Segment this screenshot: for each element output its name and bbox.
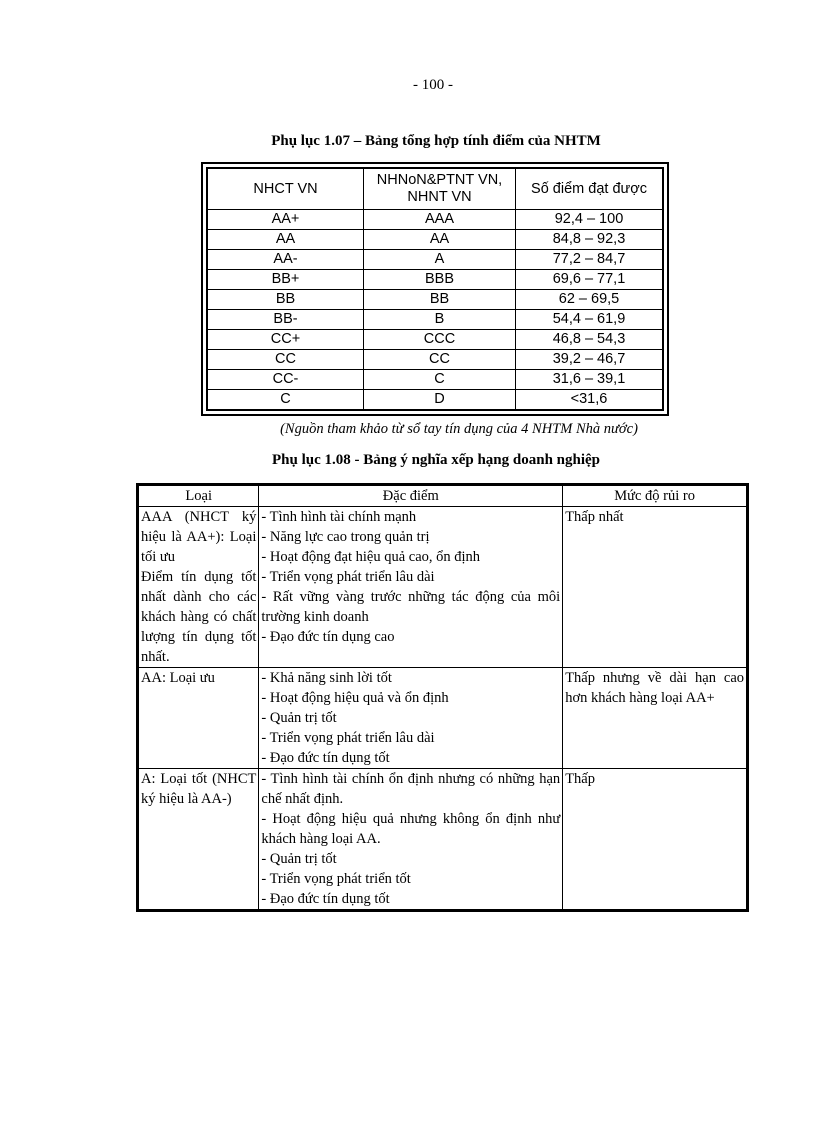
- feature-item: - Hoạt động hiệu quả và ổn định: [261, 690, 449, 706]
- source-note: (Nguồn tham khảo từ sổ tay tín dụng của 4 NHTM Nhà nước): [280, 421, 638, 437]
- table-row: [207, 289, 663, 309]
- rating-nhct: CC+: [207, 329, 364, 349]
- table-row: [207, 269, 663, 289]
- feature-item: - Quản trị tốt: [261, 710, 337, 726]
- rating-features-cell: [259, 507, 563, 668]
- rating-nhct: CC: [207, 349, 364, 369]
- score-range: 46,8 – 54,3: [516, 329, 664, 349]
- feature-item: - Đạo đức tín dụng tốt: [261, 750, 390, 766]
- score-range: 62 – 69,5: [516, 289, 664, 309]
- table-row: [138, 507, 748, 668]
- rating-meaning-table: [136, 483, 749, 912]
- table-row: [207, 349, 663, 369]
- rating-nhno-nhnt: AA: [364, 229, 516, 249]
- table-row: [138, 769, 748, 911]
- rating-nhno-nhnt: CCC: [364, 329, 516, 349]
- rating-type-text: Điểm tín dụng tốt nhất dành cho các khách hàng có chất lượng tín dụng tốt nhất.: [141, 569, 257, 665]
- page-number: - 100 -: [413, 77, 453, 93]
- feature-item: - Tình hình tài chính mạnh: [261, 509, 417, 525]
- header-features: Đặc điểm: [259, 485, 563, 507]
- table-header-row: [207, 168, 663, 210]
- rating-nhct: BB+: [207, 269, 364, 289]
- header-score: Số điểm đạt được: [516, 168, 664, 210]
- table-header-row: [138, 485, 748, 507]
- rating-type-cell: [138, 668, 259, 769]
- rating-nhct: AA-: [207, 249, 364, 269]
- rating-nhno-nhnt: BBB: [364, 269, 516, 289]
- rating-type-text: A: Loại tốt (NHCT ký hiệu là AA-): [141, 771, 257, 807]
- score-range: 84,8 – 92,3: [516, 229, 664, 249]
- score-range: 31,6 – 39,1: [516, 369, 664, 389]
- table1-title: Phụ lục 1.07 – Bảng tổng hợp tính điểm của NHTM: [271, 133, 601, 149]
- score-range: 77,2 – 84,7: [516, 249, 664, 269]
- feature-item: - Tình hình tài chính ổn định nhưng có những hạn chế nhất định.: [261, 771, 561, 807]
- feature-item: - Năng lực cao trong quản trị: [261, 529, 430, 545]
- feature-item: - Đạo đức tín dụng cao: [261, 629, 395, 645]
- rating-type-cell: [138, 769, 259, 911]
- risk-level-cell: Thấp: [563, 769, 748, 911]
- rating-nhno-nhnt: D: [364, 389, 516, 410]
- rating-nhno-nhnt: B: [364, 309, 516, 329]
- header-type: Loại: [138, 485, 259, 507]
- rating-nhno-nhnt: C: [364, 369, 516, 389]
- rating-nhno-nhnt: CC: [364, 349, 516, 369]
- rating-type-cell: [138, 507, 259, 668]
- table-row: [207, 329, 663, 349]
- header-nhct: NHCT VN: [207, 168, 364, 210]
- feature-item: - Đạo đức tín dụng tốt: [261, 891, 390, 907]
- feature-item: - Triển vọng phát triển tốt: [261, 871, 411, 887]
- rating-nhno-nhnt: AAA: [364, 210, 516, 230]
- rating-nhct: C: [207, 389, 364, 410]
- feature-item: - Triển vọng phát triển lâu dài: [261, 569, 435, 585]
- risk-level-cell: Thấp nhưng về dài hạn cao hơn khách hàng loại AA+: [563, 668, 748, 769]
- rating-nhct: BB-: [207, 309, 364, 329]
- table-row: [207, 249, 663, 269]
- rating-features-cell: [259, 769, 563, 911]
- rating-type-text: AAA (NHCT ký hiệu là AA+): Loại tối ưu: [141, 509, 257, 565]
- rating-nhno-nhnt: BB: [364, 289, 516, 309]
- score-range: <31,6: [516, 389, 664, 410]
- header-nhno-nhnt: NHNoN&PTNT VN, NHNT VN: [364, 168, 516, 210]
- rating-nhct: BB: [207, 289, 364, 309]
- feature-item: - Rất vững vàng trước những tác động của môi trường kinh doanh: [261, 589, 561, 625]
- score-range: 92,4 – 100: [516, 210, 664, 230]
- table-row: [207, 210, 663, 230]
- table-row: [207, 309, 663, 329]
- feature-item: - Hoạt động hiệu quả nhưng không ổn định như khách hàng loại AA.: [261, 811, 561, 847]
- feature-item: - Hoạt động đạt hiệu quả cao, ổn định: [261, 549, 481, 565]
- table2-title: Phụ lục 1.08 - Bảng ý nghĩa xếp hạng doanh nghiệp: [271, 452, 601, 468]
- feature-item: - Triển vọng phát triển lâu dài: [261, 730, 435, 746]
- score-range: 54,4 – 61,9: [516, 309, 664, 329]
- score-range: 69,6 – 77,1: [516, 269, 664, 289]
- table-row: [207, 229, 663, 249]
- scoring-table: [206, 167, 664, 411]
- score-range: 39,2 – 46,7: [516, 349, 664, 369]
- feature-item: - Quản trị tốt: [261, 851, 337, 867]
- table-row: [207, 389, 663, 410]
- scoring-table-frame: [201, 162, 669, 416]
- rating-nhct: AA: [207, 229, 364, 249]
- table-row: [138, 668, 748, 769]
- rating-nhno-nhnt: A: [364, 249, 516, 269]
- feature-item: - Khả năng sinh lời tốt: [261, 670, 392, 686]
- table-row: [207, 369, 663, 389]
- rating-nhct: CC-: [207, 369, 364, 389]
- rating-type-text: AA: Loại ưu: [141, 670, 215, 686]
- header-risk: Mức độ rủi ro: [563, 485, 748, 507]
- rating-features-cell: [259, 668, 563, 769]
- risk-level-cell: Thấp nhất: [563, 507, 748, 668]
- rating-nhct: AA+: [207, 210, 364, 230]
